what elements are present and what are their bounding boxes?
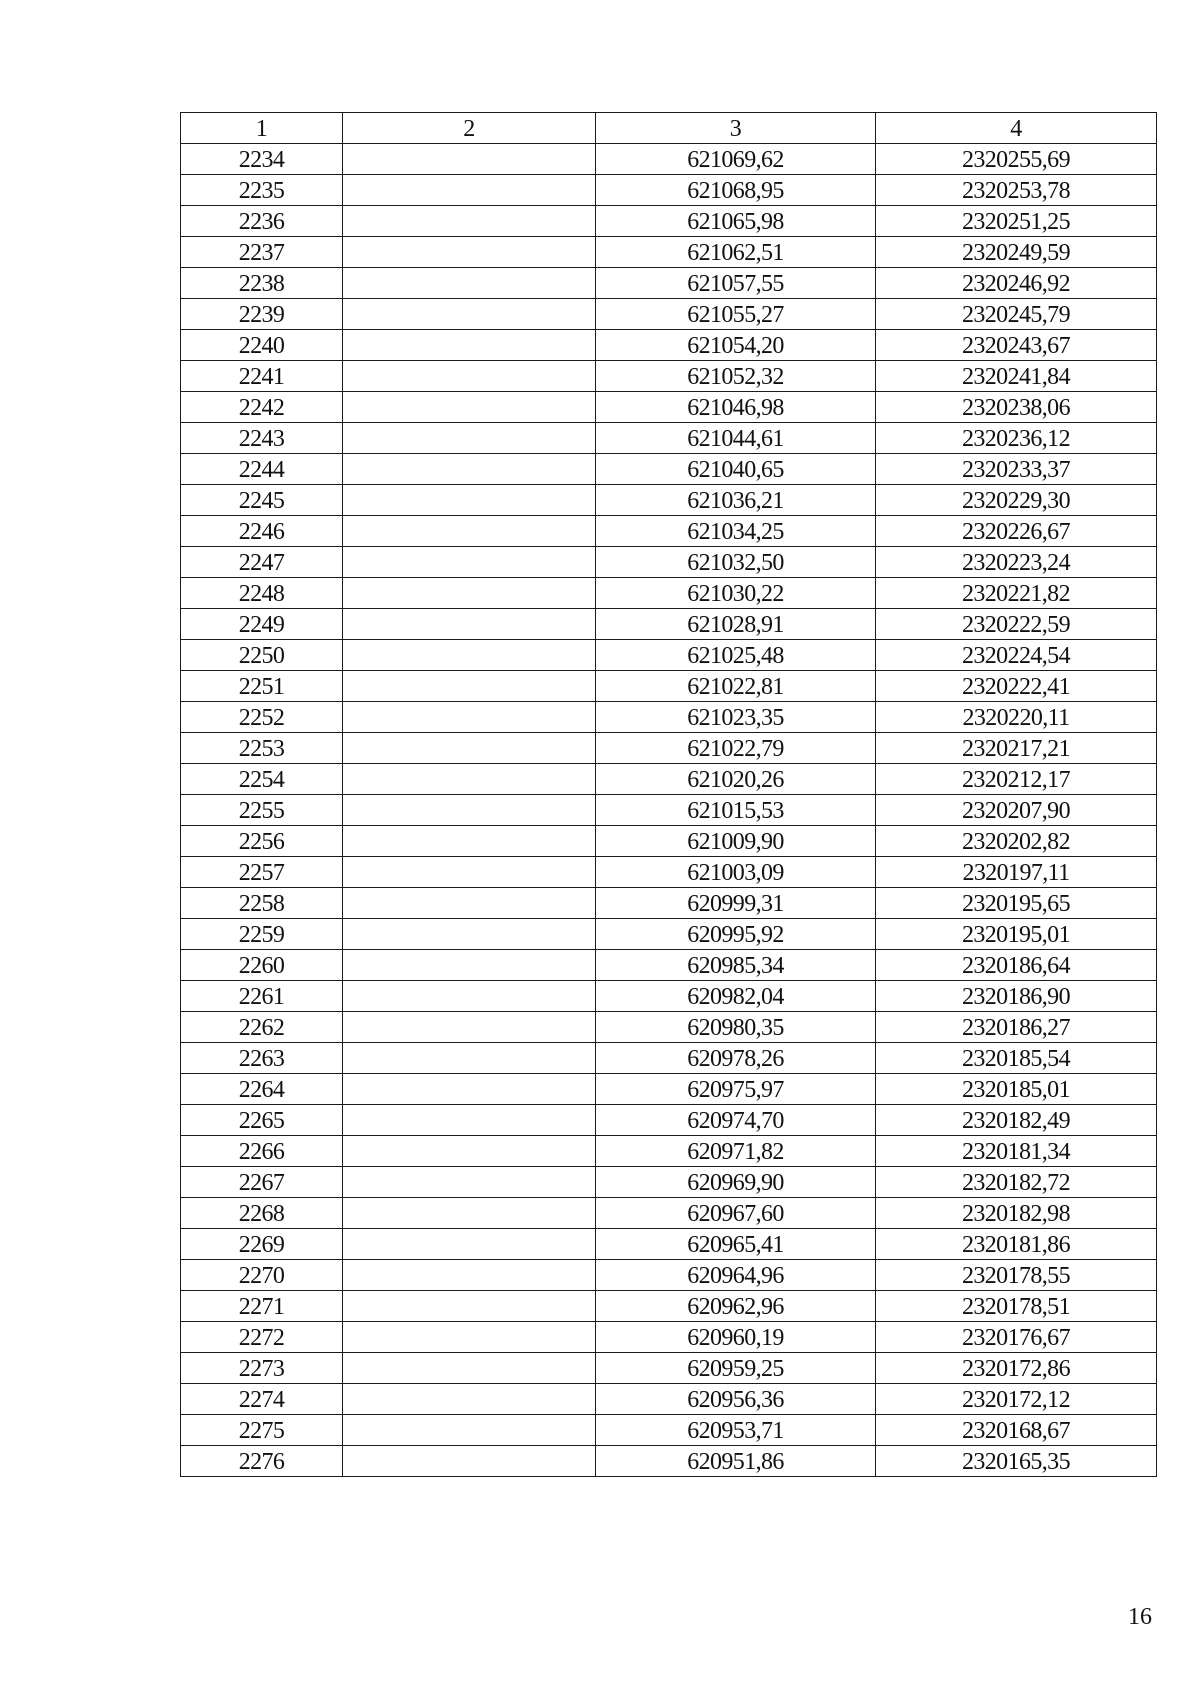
table-header — [181, 113, 1157, 144]
table-row — [181, 268, 1157, 299]
empty-cell — [343, 609, 596, 640]
table-row — [181, 144, 1157, 175]
empty-cell — [343, 1198, 596, 1229]
table-row — [181, 330, 1157, 361]
table-row — [181, 206, 1157, 237]
x-coordinate-cell: 620974,70 — [596, 1105, 876, 1136]
x-coordinate-cell: 621034,25 — [596, 516, 876, 547]
table-row — [181, 1229, 1157, 1260]
table-row — [181, 361, 1157, 392]
x-coordinate-cell: 620967,60 — [596, 1198, 876, 1229]
x-coordinate-cell: 621015,53 — [596, 795, 876, 826]
empty-cell — [343, 981, 596, 1012]
empty-cell — [343, 919, 596, 950]
x-coordinate-cell: 620951,86 — [596, 1446, 876, 1477]
empty-cell — [343, 361, 596, 392]
y-coordinate-cell: 2320195,01 — [876, 919, 1157, 950]
empty-cell — [343, 1291, 596, 1322]
y-coordinate-cell: 2320233,37 — [876, 454, 1157, 485]
point-number-cell: 2235 — [181, 175, 343, 206]
point-number-cell: 2262 — [181, 1012, 343, 1043]
x-coordinate-cell: 620975,97 — [596, 1074, 876, 1105]
empty-cell — [343, 299, 596, 330]
table-row — [181, 423, 1157, 454]
point-number-cell: 2264 — [181, 1074, 343, 1105]
point-number-cell: 2240 — [181, 330, 343, 361]
empty-cell — [343, 1105, 596, 1136]
table-row — [181, 516, 1157, 547]
y-coordinate-cell: 2320253,78 — [876, 175, 1157, 206]
point-number-cell: 2259 — [181, 919, 343, 950]
empty-cell — [343, 1353, 596, 1384]
empty-cell — [343, 547, 596, 578]
y-coordinate-cell: 2320181,34 — [876, 1136, 1157, 1167]
table-row — [181, 671, 1157, 702]
x-coordinate-cell: 621020,26 — [596, 764, 876, 795]
point-number-cell: 2234 — [181, 144, 343, 175]
x-coordinate-cell: 621032,50 — [596, 547, 876, 578]
x-coordinate-cell: 620971,82 — [596, 1136, 876, 1167]
point-number-cell: 2270 — [181, 1260, 343, 1291]
point-number-cell: 2247 — [181, 547, 343, 578]
x-coordinate-cell: 621009,90 — [596, 826, 876, 857]
empty-cell — [343, 1136, 596, 1167]
x-coordinate-cell: 620999,31 — [596, 888, 876, 919]
empty-cell — [343, 702, 596, 733]
x-coordinate-cell: 621022,79 — [596, 733, 876, 764]
table-row — [181, 609, 1157, 640]
table-row — [181, 1384, 1157, 1415]
table-row — [181, 1136, 1157, 1167]
table-row — [181, 1353, 1157, 1384]
empty-cell — [343, 1446, 596, 1477]
point-number-cell: 2263 — [181, 1043, 343, 1074]
table-body — [181, 144, 1157, 1477]
table-row — [181, 237, 1157, 268]
y-coordinate-cell: 2320217,21 — [876, 733, 1157, 764]
empty-cell — [343, 268, 596, 299]
point-number-cell: 2267 — [181, 1167, 343, 1198]
table-row — [181, 578, 1157, 609]
x-coordinate-cell: 620953,71 — [596, 1415, 876, 1446]
table-row — [181, 299, 1157, 330]
x-coordinate-cell: 621040,65 — [596, 454, 876, 485]
table-row — [181, 392, 1157, 423]
table-row — [181, 1167, 1157, 1198]
x-coordinate-cell: 621028,91 — [596, 609, 876, 640]
table-row — [181, 826, 1157, 857]
x-coordinate-cell: 620962,96 — [596, 1291, 876, 1322]
empty-cell — [343, 671, 596, 702]
y-coordinate-cell: 2320182,98 — [876, 1198, 1157, 1229]
x-coordinate-cell: 621052,32 — [596, 361, 876, 392]
y-coordinate-cell: 2320168,67 — [876, 1415, 1157, 1446]
empty-cell — [343, 175, 596, 206]
point-number-cell: 2255 — [181, 795, 343, 826]
empty-cell — [343, 1415, 596, 1446]
y-coordinate-cell: 2320172,86 — [876, 1353, 1157, 1384]
empty-cell — [343, 888, 596, 919]
coordinates-table — [180, 112, 1157, 1477]
x-coordinate-cell: 620985,34 — [596, 950, 876, 981]
table-row — [181, 1105, 1157, 1136]
point-number-cell: 2251 — [181, 671, 343, 702]
table-row — [181, 1012, 1157, 1043]
point-number-cell: 2236 — [181, 206, 343, 237]
x-coordinate-cell: 621055,27 — [596, 299, 876, 330]
x-coordinate-cell: 620980,35 — [596, 1012, 876, 1043]
y-coordinate-cell: 2320229,30 — [876, 485, 1157, 516]
x-coordinate-cell: 621036,21 — [596, 485, 876, 516]
x-coordinate-cell: 621044,61 — [596, 423, 876, 454]
point-number-cell: 2243 — [181, 423, 343, 454]
y-coordinate-cell: 2320181,86 — [876, 1229, 1157, 1260]
table-row — [181, 1074, 1157, 1105]
point-number-cell: 2260 — [181, 950, 343, 981]
column-header-1: 1 — [181, 113, 343, 144]
y-coordinate-cell: 2320245,79 — [876, 299, 1157, 330]
table-row — [181, 1291, 1157, 1322]
y-coordinate-cell: 2320249,59 — [876, 237, 1157, 268]
point-number-cell: 2261 — [181, 981, 343, 1012]
x-coordinate-cell: 621065,98 — [596, 206, 876, 237]
point-number-cell: 2275 — [181, 1415, 343, 1446]
table-row — [181, 795, 1157, 826]
x-coordinate-cell: 620956,36 — [596, 1384, 876, 1415]
table-row — [181, 1260, 1157, 1291]
y-coordinate-cell: 2320255,69 — [876, 144, 1157, 175]
column-header-3: 3 — [596, 113, 876, 144]
x-coordinate-cell: 621030,22 — [596, 578, 876, 609]
x-coordinate-cell: 621023,35 — [596, 702, 876, 733]
point-number-cell: 2248 — [181, 578, 343, 609]
empty-cell — [343, 764, 596, 795]
column-header-2: 2 — [343, 113, 596, 144]
point-number-cell: 2254 — [181, 764, 343, 795]
point-number-cell: 2246 — [181, 516, 343, 547]
y-coordinate-cell: 2320226,67 — [876, 516, 1157, 547]
y-coordinate-cell: 2320207,90 — [876, 795, 1157, 826]
y-coordinate-cell: 2320251,25 — [876, 206, 1157, 237]
point-number-cell: 2272 — [181, 1322, 343, 1353]
x-coordinate-cell: 621022,81 — [596, 671, 876, 702]
y-coordinate-cell: 2320238,06 — [876, 392, 1157, 423]
point-number-cell: 2238 — [181, 268, 343, 299]
y-coordinate-cell: 2320223,24 — [876, 547, 1157, 578]
empty-cell — [343, 733, 596, 764]
x-coordinate-cell: 620965,41 — [596, 1229, 876, 1260]
point-number-cell: 2241 — [181, 361, 343, 392]
x-coordinate-cell: 621046,98 — [596, 392, 876, 423]
y-coordinate-cell: 2320236,12 — [876, 423, 1157, 454]
empty-cell — [343, 485, 596, 516]
y-coordinate-cell: 2320212,17 — [876, 764, 1157, 795]
table-row — [181, 640, 1157, 671]
table-row — [181, 919, 1157, 950]
table-row — [181, 888, 1157, 919]
empty-cell — [343, 1260, 596, 1291]
point-number-cell: 2268 — [181, 1198, 343, 1229]
y-coordinate-cell: 2320243,67 — [876, 330, 1157, 361]
x-coordinate-cell: 620978,26 — [596, 1043, 876, 1074]
empty-cell — [343, 330, 596, 361]
table-row — [181, 764, 1157, 795]
empty-cell — [343, 516, 596, 547]
point-number-cell: 2265 — [181, 1105, 343, 1136]
header-row — [181, 113, 1157, 144]
x-coordinate-cell: 621069,62 — [596, 144, 876, 175]
y-coordinate-cell: 2320197,11 — [876, 857, 1157, 888]
y-coordinate-cell: 2320241,84 — [876, 361, 1157, 392]
point-number-cell: 2245 — [181, 485, 343, 516]
table-row — [181, 1198, 1157, 1229]
x-coordinate-cell: 621025,48 — [596, 640, 876, 671]
empty-cell — [343, 1384, 596, 1415]
x-coordinate-cell: 620960,19 — [596, 1322, 876, 1353]
y-coordinate-cell: 2320221,82 — [876, 578, 1157, 609]
y-coordinate-cell: 2320182,49 — [876, 1105, 1157, 1136]
y-coordinate-cell: 2320246,92 — [876, 268, 1157, 299]
point-number-cell: 2258 — [181, 888, 343, 919]
table-row — [181, 1043, 1157, 1074]
point-number-cell: 2244 — [181, 454, 343, 485]
y-coordinate-cell: 2320224,54 — [876, 640, 1157, 671]
point-number-cell: 2271 — [181, 1291, 343, 1322]
column-header-4: 4 — [876, 113, 1157, 144]
point-number-cell: 2274 — [181, 1384, 343, 1415]
point-number-cell: 2237 — [181, 237, 343, 268]
point-number-cell: 2239 — [181, 299, 343, 330]
point-number-cell: 2250 — [181, 640, 343, 671]
y-coordinate-cell: 2320172,12 — [876, 1384, 1157, 1415]
table-row — [181, 547, 1157, 578]
x-coordinate-cell: 620969,90 — [596, 1167, 876, 1198]
y-coordinate-cell: 2320195,65 — [876, 888, 1157, 919]
empty-cell — [343, 1322, 596, 1353]
table-row — [181, 857, 1157, 888]
empty-cell — [343, 206, 596, 237]
point-number-cell: 2252 — [181, 702, 343, 733]
point-number-cell: 2249 — [181, 609, 343, 640]
x-coordinate-cell: 621003,09 — [596, 857, 876, 888]
empty-cell — [343, 237, 596, 268]
point-number-cell: 2256 — [181, 826, 343, 857]
point-number-cell: 2266 — [181, 1136, 343, 1167]
x-coordinate-cell: 621062,51 — [596, 237, 876, 268]
x-coordinate-cell: 621057,55 — [596, 268, 876, 299]
empty-cell — [343, 857, 596, 888]
empty-cell — [343, 950, 596, 981]
x-coordinate-cell: 620964,96 — [596, 1260, 876, 1291]
empty-cell — [343, 144, 596, 175]
y-coordinate-cell: 2320178,51 — [876, 1291, 1157, 1322]
empty-cell — [343, 1229, 596, 1260]
empty-cell — [343, 1043, 596, 1074]
table-row — [181, 950, 1157, 981]
y-coordinate-cell: 2320185,54 — [876, 1043, 1157, 1074]
y-coordinate-cell: 2320186,90 — [876, 981, 1157, 1012]
y-coordinate-cell: 2320186,27 — [876, 1012, 1157, 1043]
empty-cell — [343, 454, 596, 485]
table-row — [181, 702, 1157, 733]
empty-cell — [343, 640, 596, 671]
point-number-cell: 2242 — [181, 392, 343, 423]
y-coordinate-cell: 2320186,64 — [876, 950, 1157, 981]
x-coordinate-cell: 620995,92 — [596, 919, 876, 950]
empty-cell — [343, 578, 596, 609]
point-number-cell: 2253 — [181, 733, 343, 764]
y-coordinate-cell: 2320185,01 — [876, 1074, 1157, 1105]
empty-cell — [343, 1012, 596, 1043]
y-coordinate-cell: 2320165,35 — [876, 1446, 1157, 1477]
point-number-cell: 2273 — [181, 1353, 343, 1384]
table-row — [181, 485, 1157, 516]
y-coordinate-cell: 2320202,82 — [876, 826, 1157, 857]
y-coordinate-cell: 2320220,11 — [876, 702, 1157, 733]
empty-cell — [343, 1074, 596, 1105]
table-row — [181, 1446, 1157, 1477]
x-coordinate-cell: 620959,25 — [596, 1353, 876, 1384]
y-coordinate-cell: 2320222,41 — [876, 671, 1157, 702]
empty-cell — [343, 423, 596, 454]
empty-cell — [343, 392, 596, 423]
x-coordinate-cell: 621068,95 — [596, 175, 876, 206]
y-coordinate-cell: 2320222,59 — [876, 609, 1157, 640]
table-row — [181, 454, 1157, 485]
point-number-cell: 2276 — [181, 1446, 343, 1477]
table-row — [181, 981, 1157, 1012]
y-coordinate-cell: 2320176,67 — [876, 1322, 1157, 1353]
y-coordinate-cell: 2320178,55 — [876, 1260, 1157, 1291]
y-coordinate-cell: 2320182,72 — [876, 1167, 1157, 1198]
table-row — [181, 175, 1157, 206]
page-number: 16 — [1128, 1604, 1152, 1630]
empty-cell — [343, 795, 596, 826]
table-row — [181, 733, 1157, 764]
empty-cell — [343, 1167, 596, 1198]
x-coordinate-cell: 620982,04 — [596, 981, 876, 1012]
point-number-cell: 2269 — [181, 1229, 343, 1260]
empty-cell — [343, 826, 596, 857]
table-row — [181, 1415, 1157, 1446]
table-row — [181, 1322, 1157, 1353]
point-number-cell: 2257 — [181, 857, 343, 888]
x-coordinate-cell: 621054,20 — [596, 330, 876, 361]
